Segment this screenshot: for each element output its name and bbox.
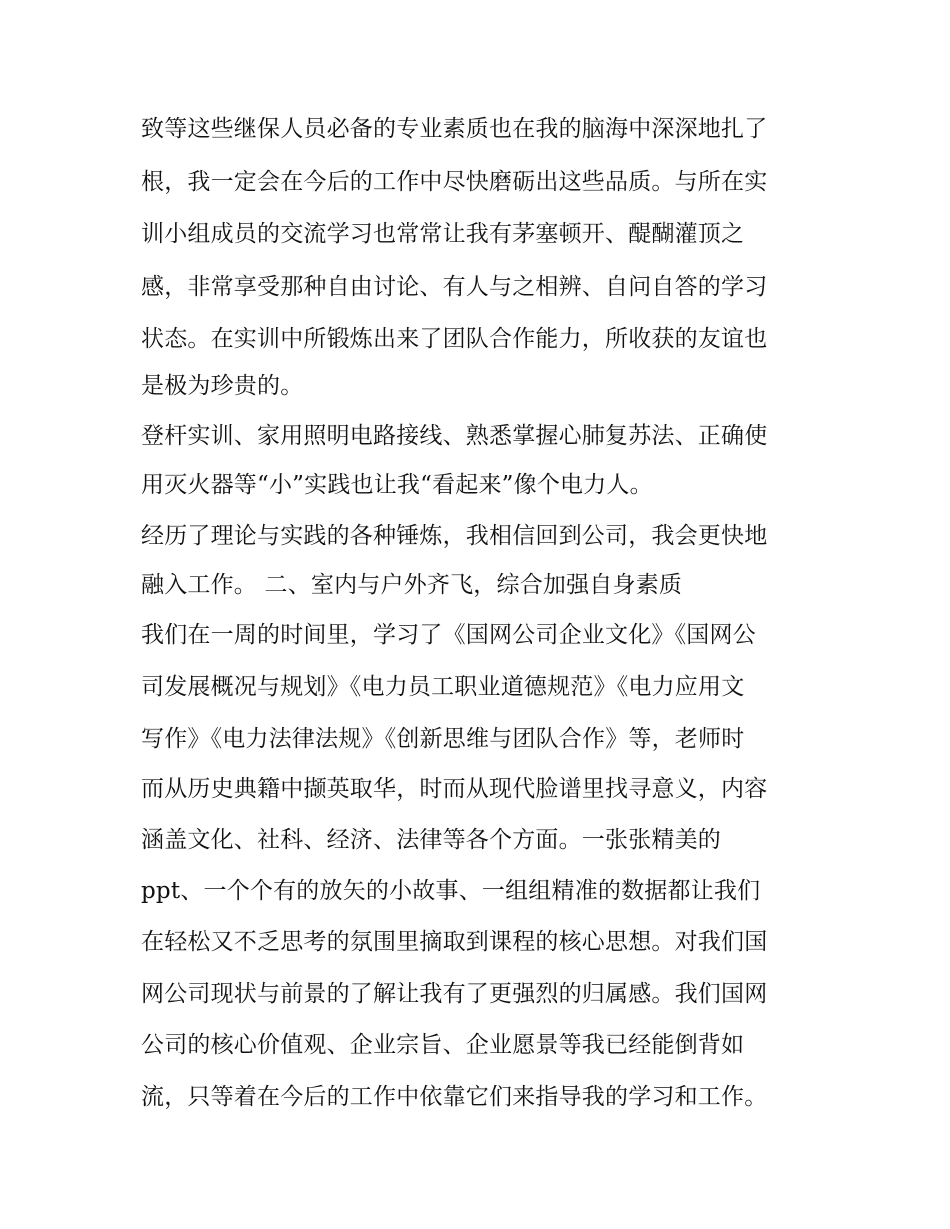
text-line: 司发展概况与规划》《电力员工职业道德规范》《电力应用文 bbox=[141, 674, 745, 700]
text-line: 流，只等着在今后的工作中依靠它们来指导我的学习和工作。 bbox=[141, 1084, 768, 1110]
text-line: 在轻松又不乏思考的氛围里摘取到课程的核心思想。对我们国 bbox=[141, 929, 768, 955]
text-line: 写作》《电力法律法规》《创新思维与团队合作》等，老师时 bbox=[141, 726, 745, 752]
text-line: 网公司现状与前景的了解让我有了更强烈的归属感。我们国网 bbox=[141, 981, 768, 1007]
text-line: 致等这些继保人员必备的专业素质也在我的脑海中深深地扎了 bbox=[141, 116, 768, 142]
text-line: 根，我一定会在今后的工作中尽快磨砺出这些品质。与所在实 bbox=[141, 169, 768, 195]
text-line: 涵盖文化、社科、经济、法律等各个方面。一张张精美的 bbox=[141, 827, 721, 853]
text-line: 用灭火器等“小”实践也让我“看起来”像个电力人。 bbox=[141, 472, 653, 498]
text-line: 经历了理论与实践的各种锤炼，我相信回到公司，我会更快地 bbox=[141, 523, 768, 549]
text-line: 是极为珍贵的。 bbox=[141, 373, 304, 399]
text-line: 感，非常享受那种自由讨论、有人与之相辨、自问自答的学习 bbox=[141, 274, 768, 300]
text-line: 状态。在实训中所锻炼出来了团队合作能力，所收获的友谊也 bbox=[141, 326, 768, 352]
text-line: 我们在一周的时间里，学习了《国网公司企业文化》《国网公 bbox=[141, 622, 756, 648]
text-line: 而从历史典籍中撷英取华，时而从现代脸谱里找寻意义，内容 bbox=[141, 776, 768, 802]
text-line: ppt、一个个有的放矢的小故事、一组组精准的数据都让我们 bbox=[141, 878, 761, 904]
text-line: 训小组成员的交流学习也常常让我有茅塞顿开、醍醐灌顶之 bbox=[141, 221, 745, 247]
text-line: 登杆实训、家用照明电路接线、熟悉掌握心肺复苏法、正确使 bbox=[141, 423, 768, 449]
text-line: 公司的核心价值观、企业宗旨、企业愿景等我已经能倒背如 bbox=[141, 1032, 745, 1058]
text-line: 融入工作。 二、室内与户外齐飞，综合加强自身素质 bbox=[141, 572, 683, 598]
